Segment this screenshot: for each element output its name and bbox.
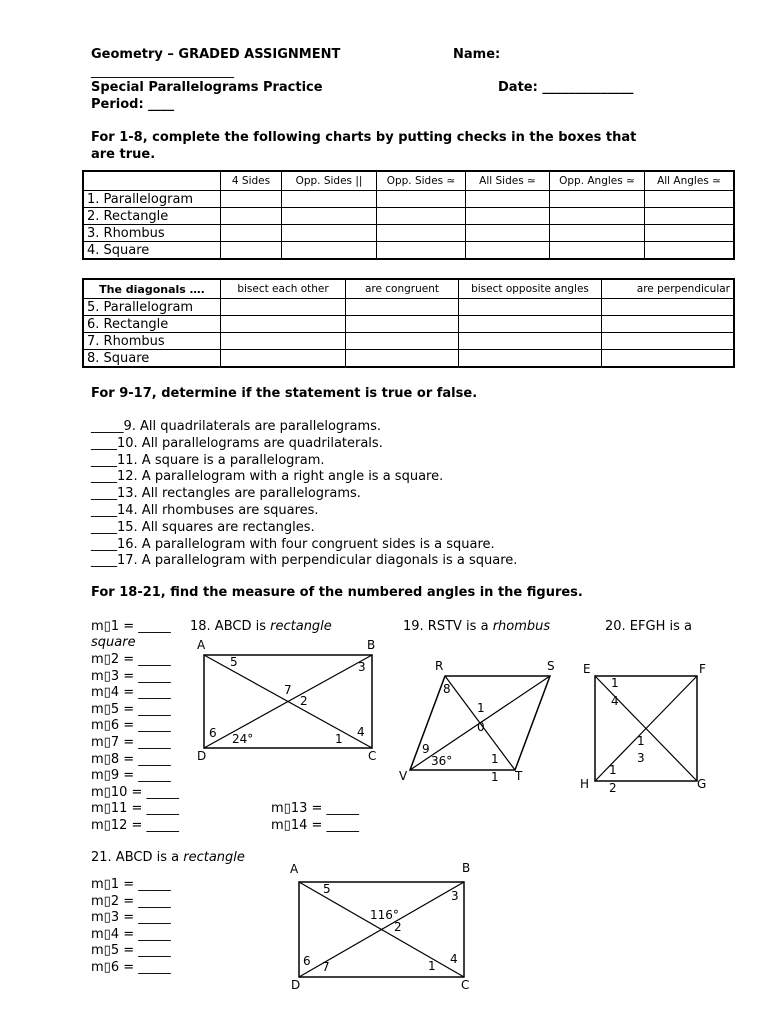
section1-instruction-cont: are true. — [91, 147, 156, 162]
list-item: ____12. A parallelogram with a right angle is a square. — [91, 469, 444, 485]
angle-label: 8 — [443, 682, 451, 696]
check-cell[interactable] — [466, 208, 550, 225]
check-cell[interactable] — [346, 350, 459, 368]
check-cell[interactable] — [645, 191, 735, 208]
table-row — [83, 350, 734, 368]
list-item: m▯3 = _____ — [91, 668, 171, 684]
check-cell[interactable] — [346, 333, 459, 350]
list-item: m▯7 = _____ — [91, 734, 171, 750]
name-label: Name: — [453, 47, 501, 62]
assignment-title: Geometry – GRADED ASSIGNMENT — [91, 47, 341, 62]
angle-label: 3 — [451, 889, 459, 903]
check-cell[interactable] — [602, 350, 735, 368]
check-cell[interactable] — [282, 225, 377, 242]
angle-label: 116° — [370, 908, 399, 922]
check-cell[interactable] — [282, 191, 377, 208]
problem-text: 19. RSTV is a — [403, 619, 493, 634]
check-cell[interactable] — [377, 242, 466, 260]
check-cell[interactable] — [602, 333, 735, 350]
vertex-label: V — [399, 769, 408, 783]
list-item: m▯12 = _____ — [91, 817, 180, 833]
table-header-cell: All Angles ≃ — [645, 171, 735, 191]
figure-20-square — [575, 655, 715, 795]
check-cell[interactable] — [221, 316, 346, 333]
list-item: m▯3 = _____ — [91, 910, 171, 926]
check-cell[interactable] — [466, 225, 550, 242]
check-cell[interactable] — [602, 316, 735, 333]
angle-label: 4 — [611, 694, 619, 708]
list-item: m▯2 = _____ — [91, 652, 171, 667]
table-row — [83, 191, 734, 208]
answer-m1: m▯1 = _____ — [91, 619, 171, 634]
vertex-label: C — [368, 749, 377, 763]
table-header-cell: are congruent — [346, 279, 459, 299]
list-item: m▯5 = _____ — [91, 701, 171, 717]
name-line: ______________________ — [91, 64, 234, 79]
row-label: 3. Rhombus — [83, 225, 221, 242]
row-label: 7. Rhombus — [83, 333, 221, 350]
list-item: m▯8 = _____ — [91, 751, 171, 767]
section1-instruction: For 1-8, complete the following charts by putting checks in the boxes that — [91, 130, 637, 145]
check-cell[interactable] — [645, 225, 735, 242]
check-cell[interactable] — [466, 191, 550, 208]
row-label: 2. Rectangle — [83, 208, 221, 225]
angle-label: 1 — [611, 676, 619, 690]
problem-text: 21. ABCD is a — [91, 850, 184, 865]
check-cell[interactable] — [221, 191, 282, 208]
list-item: m▯4 = _____ — [91, 685, 171, 701]
table-header-cell: bisect each other — [221, 279, 346, 299]
diagonals-chart — [82, 278, 735, 368]
table-header-cell: bisect opposite angles — [459, 279, 602, 299]
vertex-label: B — [462, 861, 471, 875]
problem-italic: rectangle — [270, 619, 332, 634]
check-cell[interactable] — [377, 225, 466, 242]
date-label: Date: ______________ — [498, 80, 634, 95]
check-cell[interactable] — [377, 208, 466, 225]
vertex-label: A — [197, 638, 206, 652]
check-cell[interactable] — [282, 208, 377, 225]
table-row — [83, 225, 734, 242]
check-cell[interactable] — [221, 242, 282, 260]
angle-label: 6 — [303, 954, 311, 968]
row-label: 5. Parallelogram — [83, 299, 221, 316]
vertex-label: T — [515, 769, 523, 783]
vertex-label: D — [291, 978, 301, 992]
angle-label: 4 — [450, 952, 458, 966]
vertex-label: C — [461, 978, 470, 992]
angle-label: 2 — [609, 781, 617, 795]
table-header-cell: Opp. Sides ≃ — [377, 171, 466, 191]
figure-18-rectangle — [190, 633, 390, 768]
list-item: _____9. All quadrilaterals are parallelograms. — [91, 419, 382, 434]
vertex-label: A — [290, 862, 299, 876]
angle-label: 9 — [422, 742, 430, 756]
list-item: ____10. All parallelograms are quadrilaterals. — [91, 435, 383, 451]
check-cell[interactable] — [346, 299, 459, 316]
list-item: m▯4 = _____ — [91, 926, 171, 942]
check-cell[interactable] — [221, 333, 346, 350]
row-label: 6. Rectangle — [83, 316, 221, 333]
vertex-label: S — [547, 659, 555, 673]
problem-20-title: 20. EFGH is a — [605, 619, 692, 634]
angle-label: 36° — [431, 754, 453, 768]
table-row — [83, 208, 734, 225]
table-header-cell — [83, 171, 221, 191]
check-cell[interactable] — [550, 225, 645, 242]
problem-italic: rhombus — [492, 619, 551, 634]
table-header-cell: Opp. Sides || — [282, 171, 377, 191]
table-header-row — [83, 279, 734, 299]
list-item: m▯14 = _____ — [271, 817, 360, 833]
list-item: m▯9 = _____ — [91, 768, 171, 784]
check-cell[interactable] — [550, 242, 645, 260]
row-label: 1. Parallelogram — [83, 191, 221, 208]
problem-21-title — [91, 850, 245, 865]
table-header-row — [83, 171, 734, 191]
check-cell[interactable] — [221, 225, 282, 242]
list-item: m▯11 = _____ — [91, 801, 180, 817]
table-header-cell: All Sides ≃ — [466, 171, 550, 191]
list-item: m▯6 = _____ — [91, 718, 171, 734]
vertex-label: R — [435, 659, 444, 673]
angle-label: 3 — [637, 751, 645, 765]
problem-19-title — [403, 619, 550, 634]
vertex-label: G — [697, 777, 707, 791]
check-cell[interactable] — [459, 350, 602, 368]
table-header-cell: are perpendicular — [602, 279, 735, 299]
check-cell[interactable] — [346, 316, 459, 333]
row-label: 4. Square — [83, 242, 221, 260]
check-cell[interactable] — [466, 242, 550, 260]
vertex-label: F — [699, 662, 706, 676]
list-item: ____16. A parallelogram with four congruent sides is a square. — [91, 536, 495, 552]
list-item: ____15. All squares are rectangles. — [91, 519, 315, 535]
angle-label: 2 — [300, 694, 308, 708]
figure-19-rhombus — [395, 653, 565, 788]
check-cell[interactable] — [459, 316, 602, 333]
check-cell[interactable] — [550, 191, 645, 208]
list-item: m▯1 = _____ — [91, 877, 171, 892]
problem-18-title — [190, 619, 332, 634]
list-item: ____11. A square is a parallelogram. — [91, 452, 325, 468]
angle-label: 5 — [323, 882, 331, 896]
angle-answer-list-mid — [271, 801, 359, 834]
check-cell[interactable] — [221, 299, 346, 316]
vertex-label: E — [583, 662, 591, 676]
vertex-label: D — [197, 749, 207, 763]
angle-label: 1 — [491, 770, 499, 784]
list-item: ____13. All rectangles are parallelograms. — [91, 486, 361, 502]
angle-label: 6 — [209, 726, 217, 740]
table-row — [83, 316, 734, 333]
angle-label: 2 — [394, 920, 402, 934]
vertex-label: B — [367, 638, 376, 652]
period-label: Period: ____ — [91, 97, 175, 112]
table-row — [83, 333, 734, 350]
angle-label: 7 — [284, 683, 292, 697]
angle-label: 5 — [230, 655, 238, 669]
check-cell[interactable] — [459, 333, 602, 350]
check-cell[interactable] — [282, 242, 377, 260]
table-header-cell: 4 Sides — [221, 171, 282, 191]
table-row — [83, 299, 734, 316]
angle-label: 1 — [491, 752, 499, 766]
properties-chart — [82, 170, 735, 260]
table-row — [83, 242, 734, 260]
section3-instruction: For 18-21, find the measure of the numbered angles in the figures. — [91, 585, 583, 600]
section2-instruction: For 9-17, determine if the statement is true or false. — [91, 386, 478, 401]
table-header-cell: Opp. Angles ≃ — [550, 171, 645, 191]
list-item: m▯5 = _____ — [91, 943, 171, 959]
check-cell[interactable] — [550, 208, 645, 225]
check-cell[interactable] — [459, 299, 602, 316]
angle-label: 3 — [358, 660, 366, 674]
angle-answer-list-21 — [91, 877, 171, 977]
angle-label: 1 — [477, 701, 485, 715]
check-cell[interactable] — [602, 299, 735, 316]
check-cell[interactable] — [221, 208, 282, 225]
angle-label: 0 — [477, 720, 485, 734]
list-item: ____17. A parallelogram with perpendicular diagonals is a square. — [91, 553, 518, 569]
row-label: 8. Square — [83, 350, 221, 368]
list-item: m▯13 = _____ — [271, 801, 360, 816]
check-cell[interactable] — [645, 242, 735, 260]
worksheet-subtitle: Special Parallelograms Practice — [91, 80, 323, 95]
list-item: m▯10 = _____ — [91, 784, 180, 800]
angle-label: 7 — [322, 960, 330, 974]
check-cell[interactable] — [377, 191, 466, 208]
list-item: ____14. All rhombuses are squares. — [91, 502, 319, 518]
list-item: m▯2 = _____ — [91, 893, 171, 909]
angle-label: 1 — [428, 959, 436, 973]
angle-label: 1 — [609, 763, 617, 777]
list-item: m▯6 = _____ — [91, 959, 171, 975]
angle-label: 24° — [232, 732, 254, 746]
true-false-list — [91, 419, 517, 570]
problem-text: 18. ABCD is — [190, 619, 271, 634]
angle-answer-list — [91, 652, 179, 835]
check-cell[interactable] — [221, 350, 346, 368]
problem-italic: rectangle — [183, 850, 245, 865]
square-word: square — [91, 635, 136, 650]
figure-21-rectangle — [285, 855, 485, 995]
angle-label: 1 — [637, 734, 645, 748]
angle-label: 1 — [335, 732, 343, 746]
vertex-label: H — [580, 777, 590, 791]
table-header-cell: The diagonals …. — [83, 279, 221, 299]
check-cell[interactable] — [645, 208, 735, 225]
angle-label: 4 — [357, 725, 365, 739]
